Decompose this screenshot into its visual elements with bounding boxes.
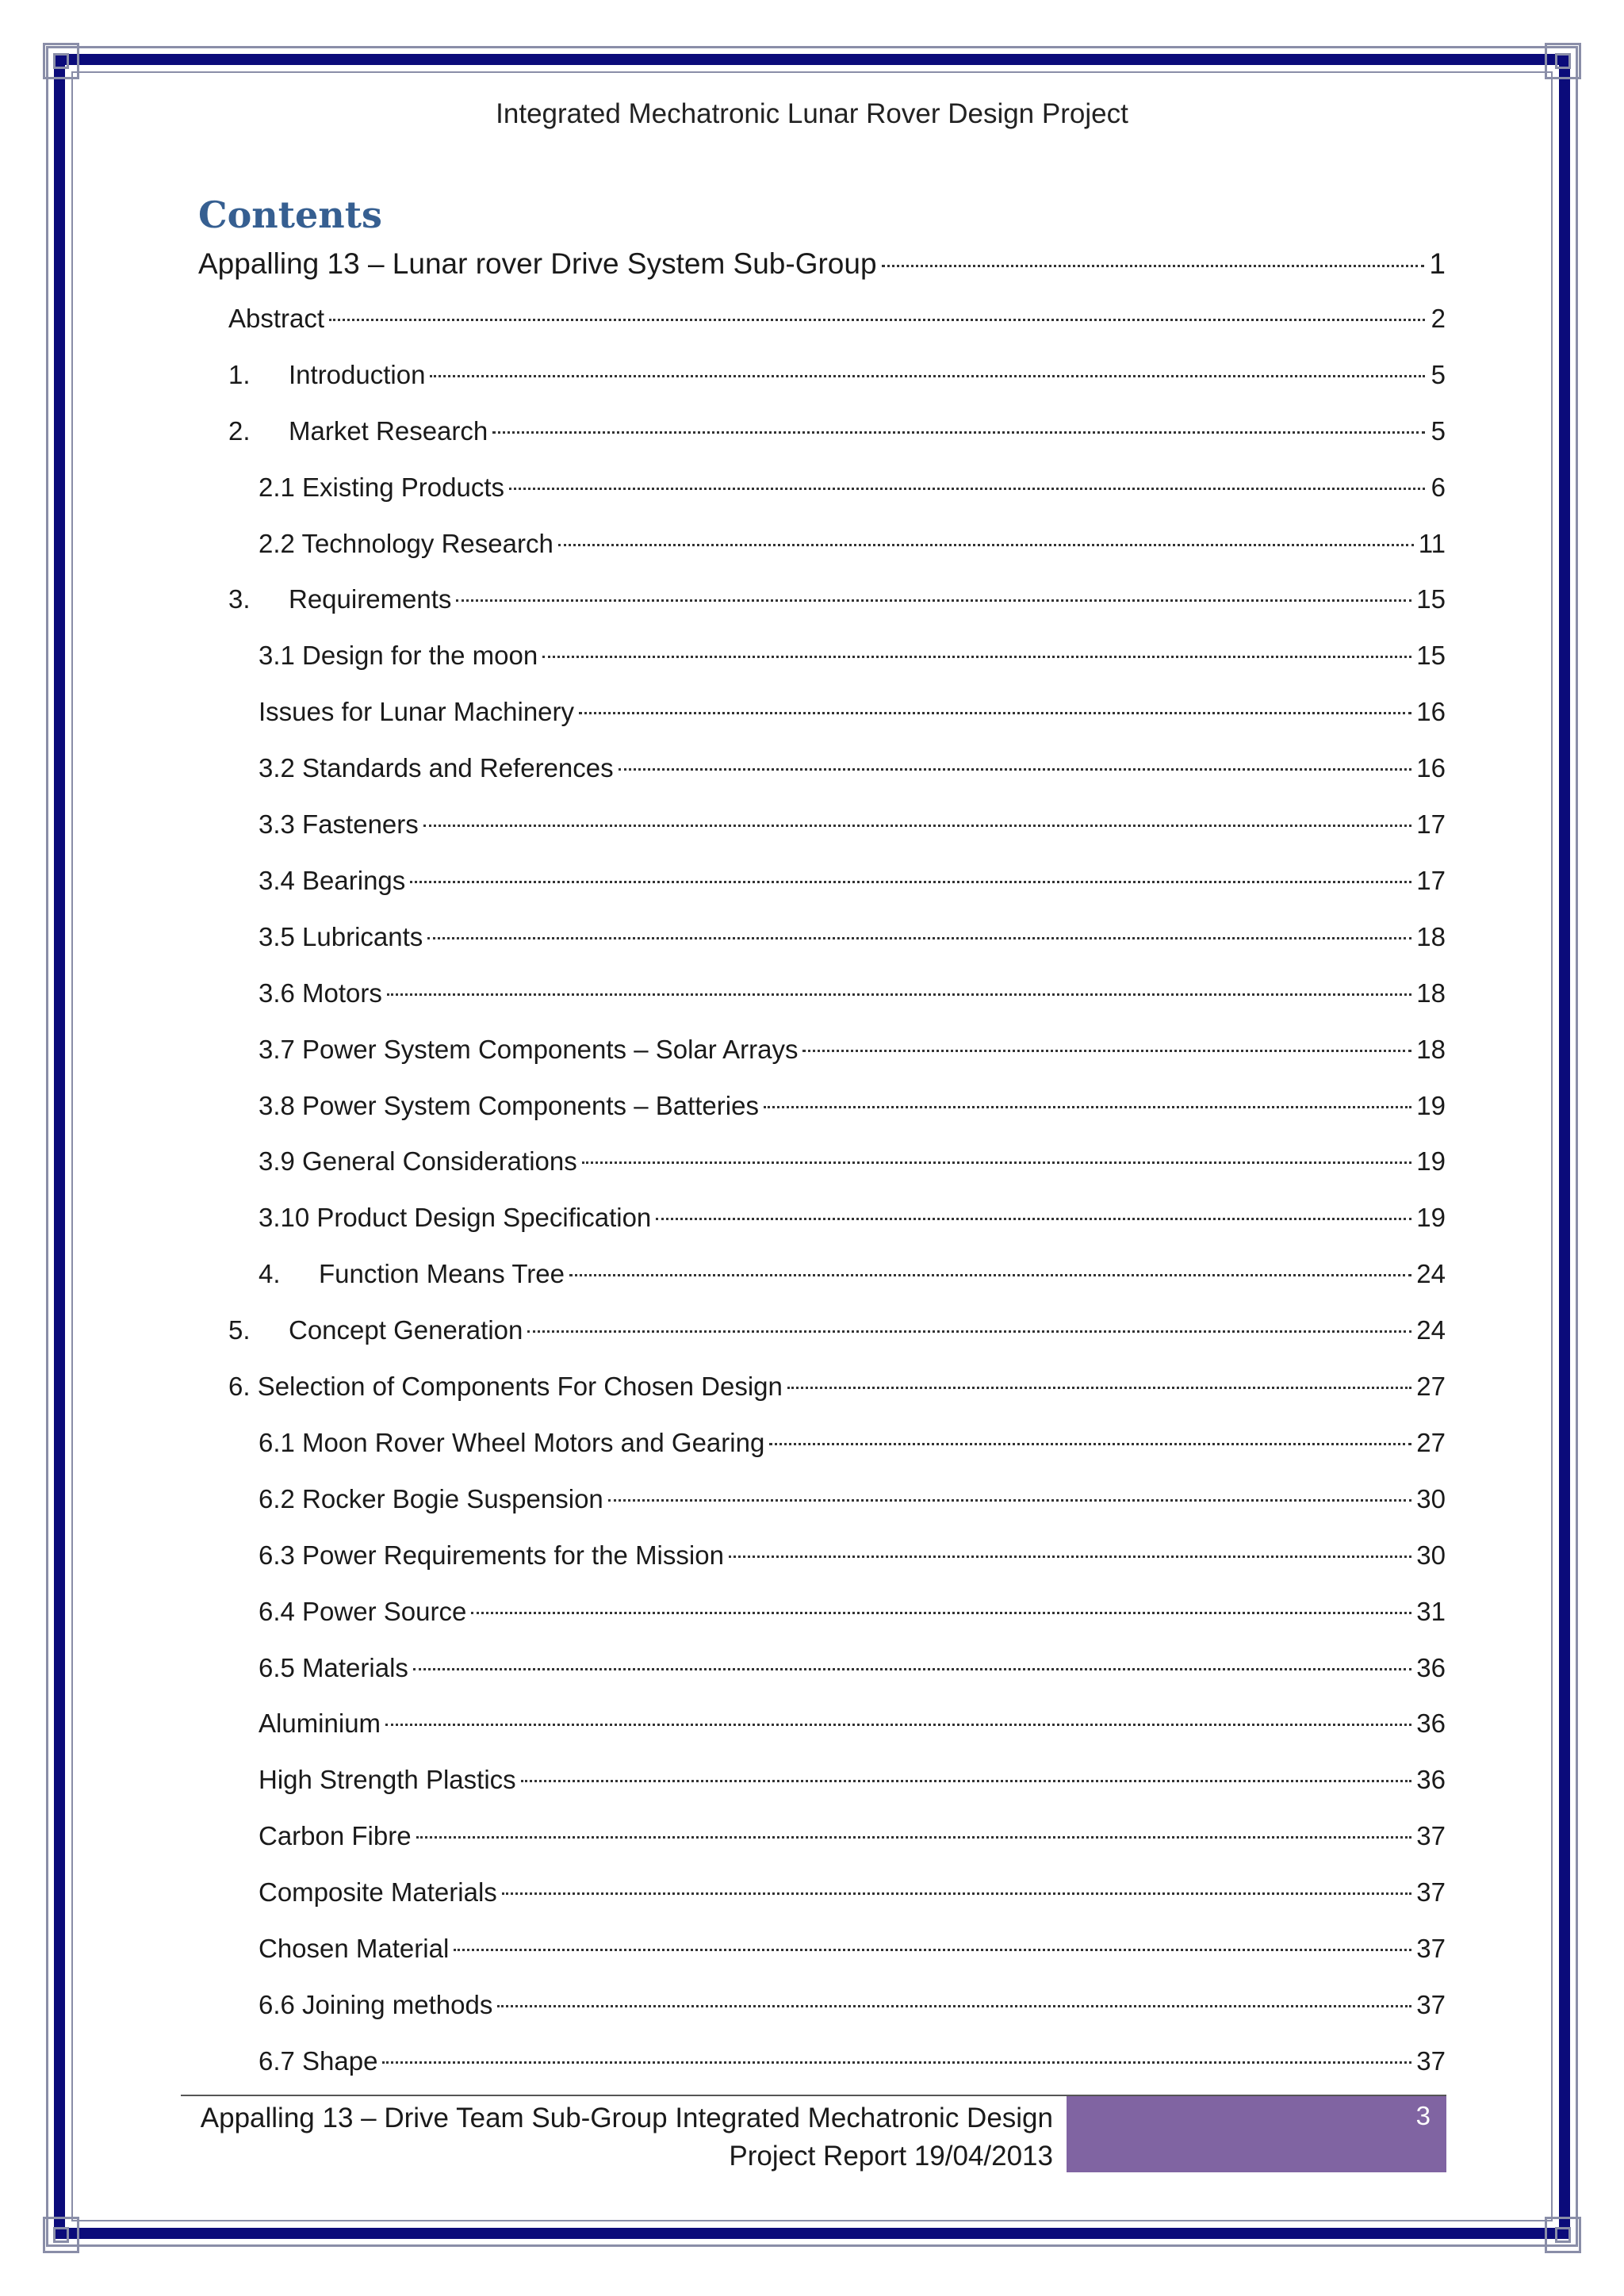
toc-dot-leader [582, 1161, 1412, 1164]
toc-entry-label [198, 247, 877, 281]
toc-entry[interactable] [259, 1035, 1446, 1074]
toc-entry-label [259, 1091, 759, 1121]
corner-ornament [1545, 2217, 1581, 2253]
toc-entry-label [259, 473, 504, 503]
toc-entry-page: 37 [1416, 1877, 1446, 1907]
toc-dot-leader [787, 1387, 1411, 1389]
toc-dot-leader [509, 488, 1425, 490]
toc-entry-page: 6 [1431, 473, 1446, 502]
toc-entry-label [259, 1203, 651, 1233]
toc-entry-page: 37 [1416, 2046, 1446, 2076]
toc-entry-page: 1 [1429, 247, 1446, 280]
toc-entry-page: 31 [1416, 1597, 1446, 1626]
toc-entry-label [259, 1821, 412, 1851]
toc-entry-label [259, 1990, 492, 2020]
toc-entry-text: Chosen Material [259, 1934, 450, 1963]
toc-dot-leader [608, 1499, 1412, 1502]
toc-entry-page: 36 [1416, 1709, 1446, 1738]
toc-entry-number: 4. [259, 1259, 281, 1288]
toc-dot-leader [413, 1668, 1411, 1670]
toc-entry[interactable] [259, 473, 1446, 512]
toc-entry-page: 5 [1431, 416, 1446, 446]
toc-entry-label [259, 1709, 381, 1739]
toc-entry-text: High Strength Plastics [259, 1765, 516, 1794]
toc-dot-leader [492, 431, 1425, 434]
contents-heading: Contents [198, 193, 382, 236]
toc-entry-page: 17 [1416, 809, 1446, 839]
toc-entry[interactable] [228, 584, 1446, 624]
toc-entry-label [259, 697, 574, 727]
toc-entry[interactable] [228, 1372, 1446, 1411]
toc-entry-page: 27 [1416, 1372, 1446, 1401]
toc-entry-label [259, 809, 419, 840]
toc-entry-text: Issues for Lunar Machinery [259, 697, 575, 726]
toc-entry-label [228, 304, 324, 334]
toc-entry-text: 6. Selection of Components For Chosen Design [228, 1372, 783, 1401]
toc-dot-leader [769, 1443, 1411, 1445]
toc-entry[interactable] [259, 753, 1446, 793]
toc-entry-page: 15 [1416, 584, 1446, 614]
toc-entry-page: 16 [1416, 697, 1446, 726]
toc-entry-label [259, 866, 405, 896]
toc-dot-leader [579, 712, 1411, 714]
toc-entry[interactable] [259, 1540, 1446, 1580]
toc-entry-page: 24 [1416, 1315, 1446, 1345]
toc-entry[interactable] [259, 1597, 1446, 1636]
toc-entry-text: 2.1 Existing Products [259, 473, 504, 502]
toc-entry[interactable] [228, 304, 1446, 343]
toc-entry-text: Carbon Fibre [259, 1821, 412, 1850]
toc-entry-page: 30 [1416, 1540, 1446, 1570]
toc-entry-label [228, 416, 488, 446]
toc-entry-text: 2.2 Technology Research [259, 529, 553, 558]
footer-text [181, 2099, 1053, 2175]
toc-entry[interactable] [259, 1203, 1446, 1242]
toc-entry[interactable] [259, 641, 1446, 680]
toc-entry-label [259, 1653, 408, 1683]
toc-entry-label [259, 1146, 577, 1177]
toc-entry[interactable] [259, 1709, 1446, 1748]
toc-entry[interactable] [259, 1765, 1446, 1804]
toc-entry[interactable] [228, 416, 1446, 456]
toc-entry-text: Appalling 13 – Lunar rover Drive System Sub-Group [198, 247, 877, 280]
toc-entry[interactable] [259, 1990, 1446, 2030]
toc-entry[interactable] [259, 1653, 1446, 1693]
toc-entry[interactable] [259, 978, 1446, 1018]
toc-dot-leader [729, 1556, 1411, 1558]
toc-entry[interactable] [259, 1821, 1446, 1861]
toc-entry-page: 18 [1416, 978, 1446, 1008]
toc-entry-text: Market Research [289, 416, 488, 446]
toc-entry[interactable] [228, 1315, 1446, 1355]
toc-dot-leader [385, 1724, 1411, 1726]
toc-entry-number: 5. [228, 1315, 251, 1345]
toc-entry-page: 2 [1431, 304, 1446, 333]
toc-entry-text: 6.7 Shape [259, 2046, 378, 2076]
footer-line-1: Appalling 13 – Drive Team Sub-Group Integrated Mechatronic Design [200, 2103, 1053, 2133]
toc-entry[interactable] [259, 1259, 1446, 1299]
toc-entry-label [259, 1428, 764, 1458]
toc-entry-text: Requirements [289, 584, 452, 614]
toc-entry-text: 6.3 Power Requirements for the Mission [259, 1540, 724, 1570]
toc-entry-text: Function Means Tree [319, 1259, 565, 1288]
toc-entry-page: 37 [1416, 1821, 1446, 1850]
toc-entry-page: 24 [1416, 1259, 1446, 1288]
toc-entry-number: 2. [228, 416, 251, 446]
toc-entry[interactable] [259, 1934, 1446, 1973]
toc-dot-leader [430, 375, 1425, 377]
toc-entry-label [259, 753, 614, 783]
toc-entry[interactable] [228, 360, 1446, 400]
toc-entry[interactable] [259, 1146, 1446, 1186]
toc-entry-text: Concept Generation [289, 1315, 523, 1345]
corner-ornament [1545, 43, 1581, 79]
toc-entry-label [259, 978, 382, 1008]
toc-entry-page: 37 [1416, 1934, 1446, 1963]
toc-dot-leader [882, 265, 1425, 267]
toc-entry-page: 18 [1416, 1035, 1446, 1064]
toc-entry-page: 18 [1416, 922, 1446, 951]
toc-dot-leader [454, 1949, 1411, 1951]
toc-entry-label [228, 584, 451, 614]
toc-entry-text: 3.2 Standards and References [259, 753, 614, 783]
toc-entry-text: Abstract [228, 304, 325, 333]
toc-entry-label [259, 1934, 449, 1964]
toc-entry-text: 3.4 Bearings [259, 866, 406, 895]
toc-entry-text: 6.6 Joining methods [259, 1990, 493, 2019]
toc-entry-text: 3.9 General Considerations [259, 1146, 577, 1176]
toc-entry[interactable] [259, 1428, 1446, 1468]
toc-entry[interactable] [259, 809, 1446, 849]
toc-entry-text: Introduction [289, 360, 426, 389]
toc-dot-leader [521, 1780, 1412, 1782]
toc-entry-text: 3.6 Motors [259, 978, 382, 1008]
toc-entry-text: 3.1 Design for the moon [259, 641, 538, 670]
toc-entry-page: 19 [1416, 1203, 1446, 1232]
toc-entry-label [259, 1597, 466, 1627]
toc-entry-page: 36 [1416, 1765, 1446, 1794]
toc-entry[interactable] [259, 922, 1446, 962]
toc-dot-leader [764, 1106, 1411, 1108]
toc-entry-page: 17 [1416, 866, 1446, 895]
toc-dot-leader [558, 544, 1414, 546]
toc-entry-page: 19 [1416, 1146, 1446, 1176]
toc-entry-page: 11 [1418, 529, 1446, 558]
toc-entry-page: 37 [1416, 1990, 1446, 2019]
toc-entry-text: 3.7 Power System Components – Solar Arrays [259, 1035, 799, 1064]
toc-dot-leader [502, 1892, 1412, 1895]
page-number: 3 [1415, 2101, 1431, 2130]
toc-dot-leader [497, 2005, 1411, 2007]
running-header: Integrated Mechatronic Lunar Rover Design Project [496, 98, 1128, 129]
toc-entry-page: 19 [1416, 1091, 1446, 1120]
toc-entry-text: 6.1 Moon Rover Wheel Motors and Gearing [259, 1428, 765, 1457]
toc-entry-label [259, 529, 553, 559]
toc-entry-label [259, 922, 423, 952]
toc-entry-text: 3.10 Product Design Specification [259, 1203, 652, 1232]
toc-entry-text: Aluminium [259, 1709, 381, 1738]
toc-entry[interactable] [259, 1484, 1446, 1524]
toc-dot-leader [427, 937, 1411, 939]
toc-dot-leader [416, 1836, 1412, 1839]
toc-entry[interactable] [259, 697, 1446, 737]
toc-entry-number: 3. [228, 584, 251, 614]
toc-entry-text: Composite Materials [259, 1877, 497, 1907]
toc-entry-page: 15 [1416, 641, 1446, 670]
toc-entry[interactable] [259, 1091, 1446, 1131]
toc-dot-leader [456, 599, 1411, 602]
toc-entry-label [259, 1259, 565, 1289]
toc-entry[interactable] [198, 247, 1446, 287]
toc-dot-leader [471, 1612, 1411, 1614]
toc-entry-page: 30 [1416, 1484, 1446, 1513]
toc-entry-label [228, 1315, 523, 1345]
toc-dot-leader [656, 1218, 1411, 1220]
toc-entry-label [259, 1540, 724, 1571]
toc-entry-page: 5 [1431, 360, 1446, 389]
toc-dot-leader [423, 825, 1412, 827]
toc-entry[interactable] [259, 2046, 1446, 2086]
toc-dot-leader [329, 319, 1425, 321]
toc-entry-page: 27 [1416, 1428, 1446, 1457]
toc-entry-label [228, 1372, 783, 1402]
toc-entry-label [259, 641, 538, 671]
toc-dot-leader [569, 1274, 1411, 1276]
footer-line-2: Project Report 19/04/2013 [729, 2141, 1053, 2172]
toc-dot-leader [619, 768, 1412, 771]
toc-entry-label [259, 1877, 497, 1908]
toc-entry-page: 36 [1416, 1653, 1446, 1682]
toc-dot-leader [387, 993, 1411, 996]
toc-entry-number: 1. [228, 360, 251, 389]
toc-dot-leader [527, 1330, 1411, 1333]
toc-dot-leader [802, 1050, 1411, 1052]
toc-entry-label [259, 1765, 516, 1795]
toc-entry-text: 3.3 Fasteners [259, 809, 419, 839]
corner-ornament [43, 43, 79, 79]
toc-entry-label [228, 360, 425, 390]
toc-entry-label [259, 1035, 798, 1065]
toc-entry-text: 6.5 Materials [259, 1653, 408, 1682]
toc-dot-leader [542, 656, 1411, 658]
corner-ornament [43, 2217, 79, 2253]
toc-entry[interactable] [259, 866, 1446, 905]
toc-dot-leader [382, 2061, 1411, 2064]
toc-entry-text: 3.8 Power System Components – Batteries [259, 1091, 759, 1120]
toc-entry[interactable] [259, 1877, 1446, 1917]
toc-entry[interactable] [259, 529, 1446, 568]
toc-entry-text: 3.5 Lubricants [259, 922, 423, 951]
toc-entry-text: 6.4 Power Source [259, 1597, 467, 1626]
toc-dot-leader [410, 881, 1411, 883]
toc-entry-page: 16 [1416, 753, 1446, 783]
footer-page-box [1067, 2096, 1446, 2172]
toc-entry-label [259, 1484, 603, 1514]
toc-entry-text: 6.2 Rocker Bogie Suspension [259, 1484, 603, 1513]
toc-entry-label [259, 2046, 377, 2076]
